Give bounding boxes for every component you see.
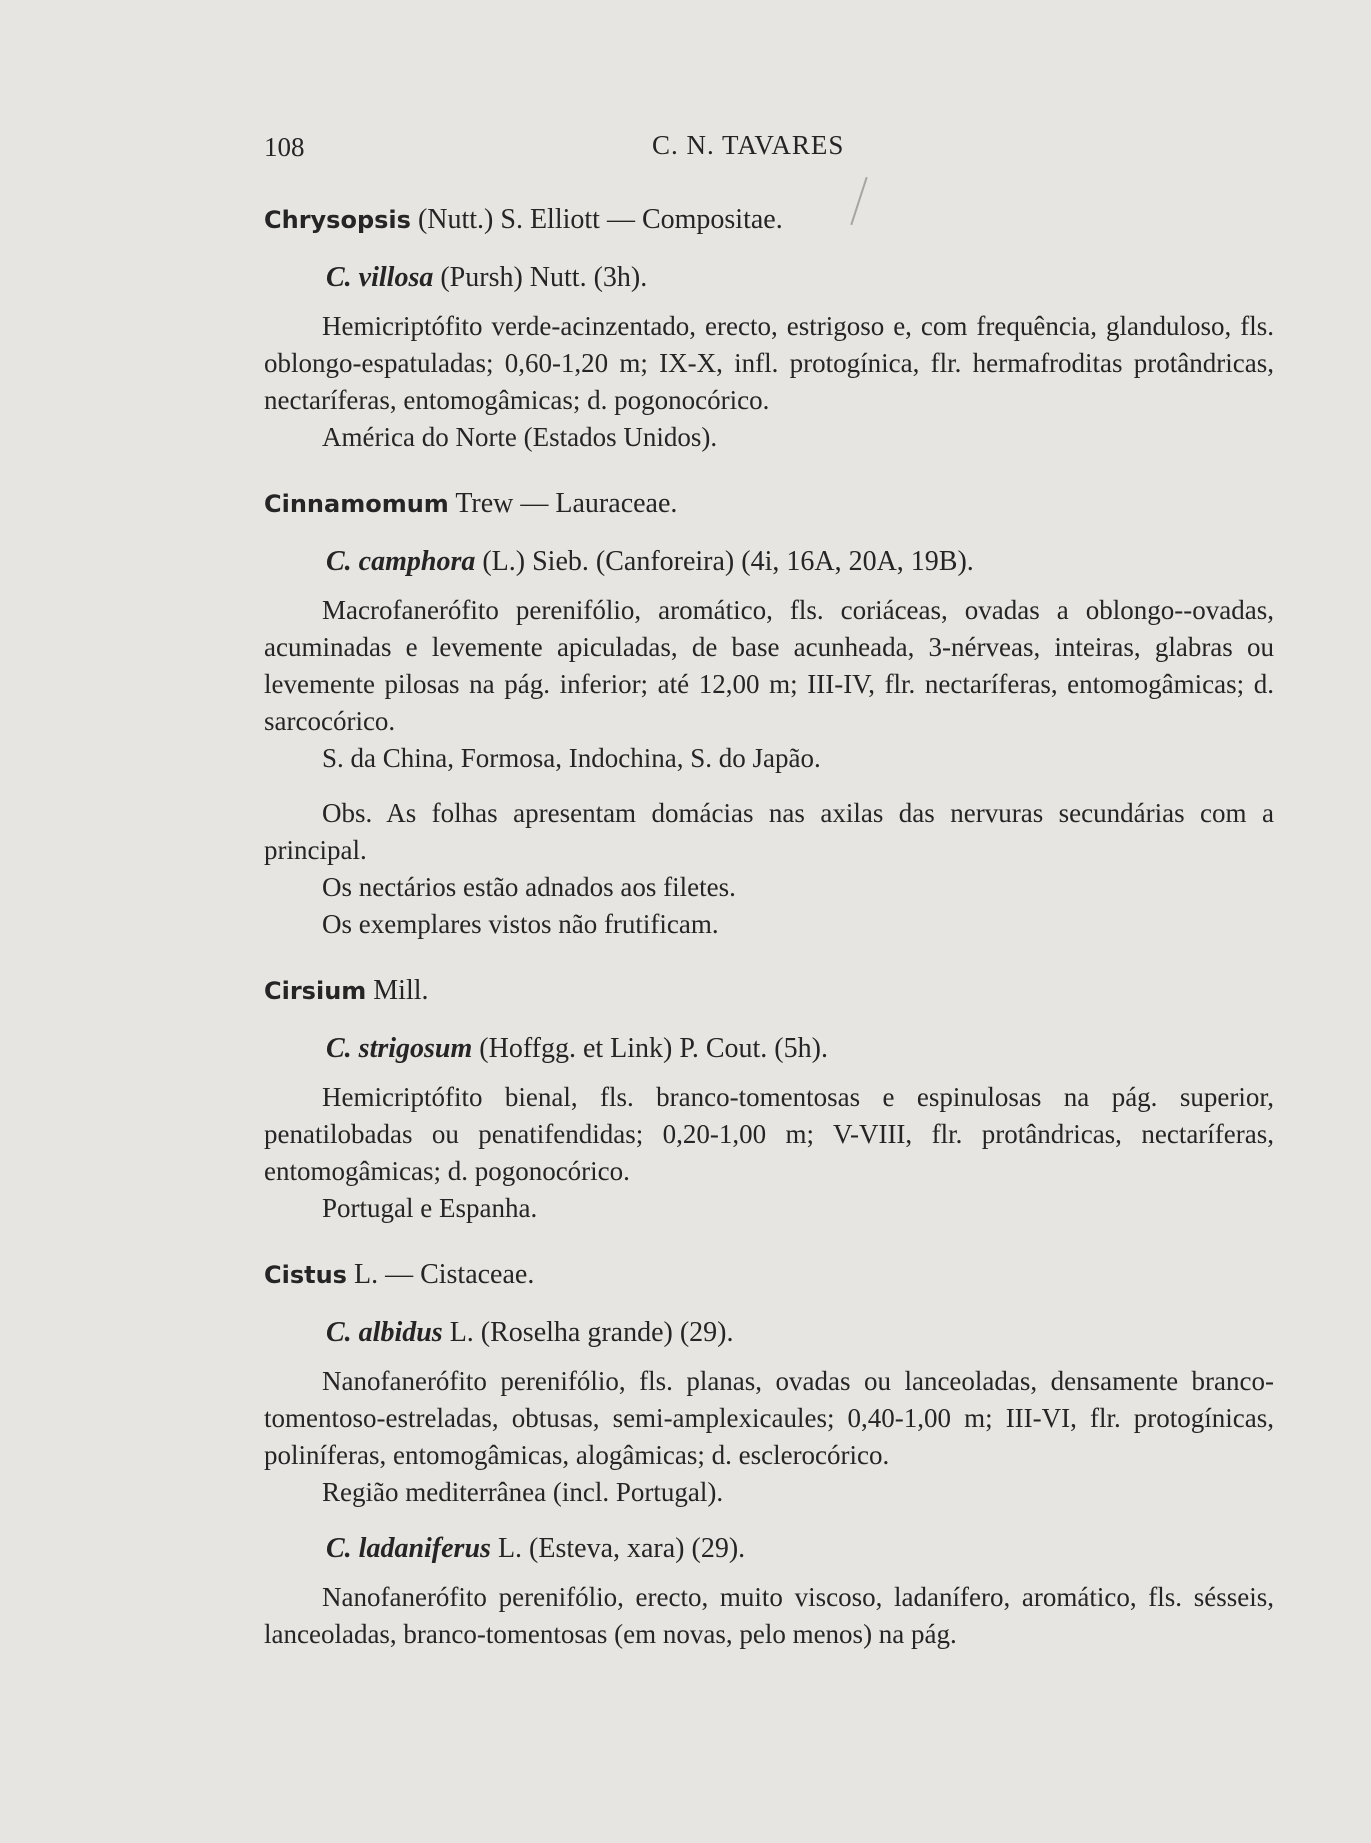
genus-entry-chrysopsis (264, 200, 1274, 240)
species-description: Nanofanerófito perenifólio, erecto, muito viscoso, ladanífero, aromático, fls. sésseis, lanceoladas, branco-tomentosas (em novas, pelo menos) na pág. (264, 1582, 1274, 1649)
genus-entry-cistus (264, 1255, 1274, 1295)
species-authority: L. (Roselha grande) (29). (449, 1317, 734, 1348)
species-distribution: América do Norte (Estados Unidos). (322, 422, 718, 452)
genus-authority: L. — Cistaceae. (353, 1259, 535, 1290)
species-heading (326, 1529, 1274, 1569)
species-name: C. villosa (326, 262, 434, 293)
species-authority: (L.) Sieb. (Canforeira) (4i, 16A, 20A, 19B). (482, 546, 974, 577)
species-heading (326, 1313, 1274, 1353)
species-name: C. camphora (326, 546, 476, 577)
page-body (264, 200, 1274, 1653)
species-authority: L. (Esteva, xara) (29). (497, 1533, 746, 1564)
genus-entry-cirsium (264, 971, 1274, 1011)
genus-authority: Mill. (373, 975, 429, 1006)
species-authority: (Hoffgg. et Link) P. Cout. (5h). (479, 1033, 828, 1064)
species-heading (326, 542, 1274, 582)
species-observation: Obs. As folhas apresentam domácias nas axilas das nervuras secundárias com a principal. (264, 798, 1274, 865)
genus-authority: (Nutt.) S. Elliott — Compositae. (417, 204, 783, 235)
page-number: 108 (264, 132, 305, 162)
genus-entry-cinnamomum (264, 484, 1274, 524)
genus-name: Cinnamomum (264, 490, 449, 518)
species-heading (326, 1029, 1274, 1069)
species-name: C. strigosum (326, 1033, 473, 1064)
genus-name: Cistus (264, 1261, 347, 1289)
species-observation-3: Os exemplares vistos não frutificam. (322, 909, 719, 939)
genus-name: Chrysopsis (264, 206, 411, 234)
species-description: Macrofanerófito perenifólio, aromático, fls. coriáceas, ovadas a oblongo--ovadas, acuminadas e levemente apiculadas, de base acunheada, 3-nérveas, inteiras, glabras ou levemente pilosas na pág. inferior; até 12,00 m; III-IV, flr. nectaríferas, entomogâmicas; d. sarcocórico. (264, 595, 1274, 736)
running-head: C. N. TAVARES (652, 130, 845, 160)
species-distribution: S. da China, Formosa, Indochina, S. do Japão. (322, 743, 821, 773)
species-name: C. albidus (326, 1317, 443, 1348)
genus-name: Cirsium (264, 977, 367, 1005)
species-authority: (Pursh) Nutt. (3h). (440, 262, 648, 293)
page-header (264, 132, 1284, 172)
species-distribution: Região mediterrânea (incl. Portugal). (322, 1477, 724, 1507)
species-heading (326, 258, 1274, 298)
species-description: Hemicriptófito bienal, fls. branco-tomentosas e espinulosas na pág. superior, penatilobadas ou penatifendidas; 0,20-1,00 m; V-VIII, flr. protândricas, nectaríferas, entomogâmicas; d. pogonocórico. (264, 1082, 1274, 1186)
genus-authority: Trew — Lauraceae. (455, 488, 678, 519)
species-name: C. ladaniferus (326, 1533, 491, 1564)
species-distribution: Portugal e Espanha. (322, 1193, 538, 1223)
species-observation-2: Os nectários estão adnados aos filetes. (322, 872, 736, 902)
species-description: Nanofanerófito perenifólio, fls. planas, ovadas ou lanceoladas, densamente branco-tomentoso-estreladas, obtusas, semi-amplexicaules; 0,40-1,00 m; III-VI, flr. protogínicas, poliníferas, entomogâmicas, alogâmicas; d. esclerocórico. (264, 1366, 1274, 1470)
species-description: Hemicriptófito verde-acinzentado, erecto, estrigoso e, com frequência, glanduloso, fls. oblongo-espatuladas; 0,60-1,20 m; IX-X, infl. protogínica, flr. hermafroditas protândricas, nectaríferas, entomogâmicas; d. pogonocórico. (264, 311, 1274, 415)
